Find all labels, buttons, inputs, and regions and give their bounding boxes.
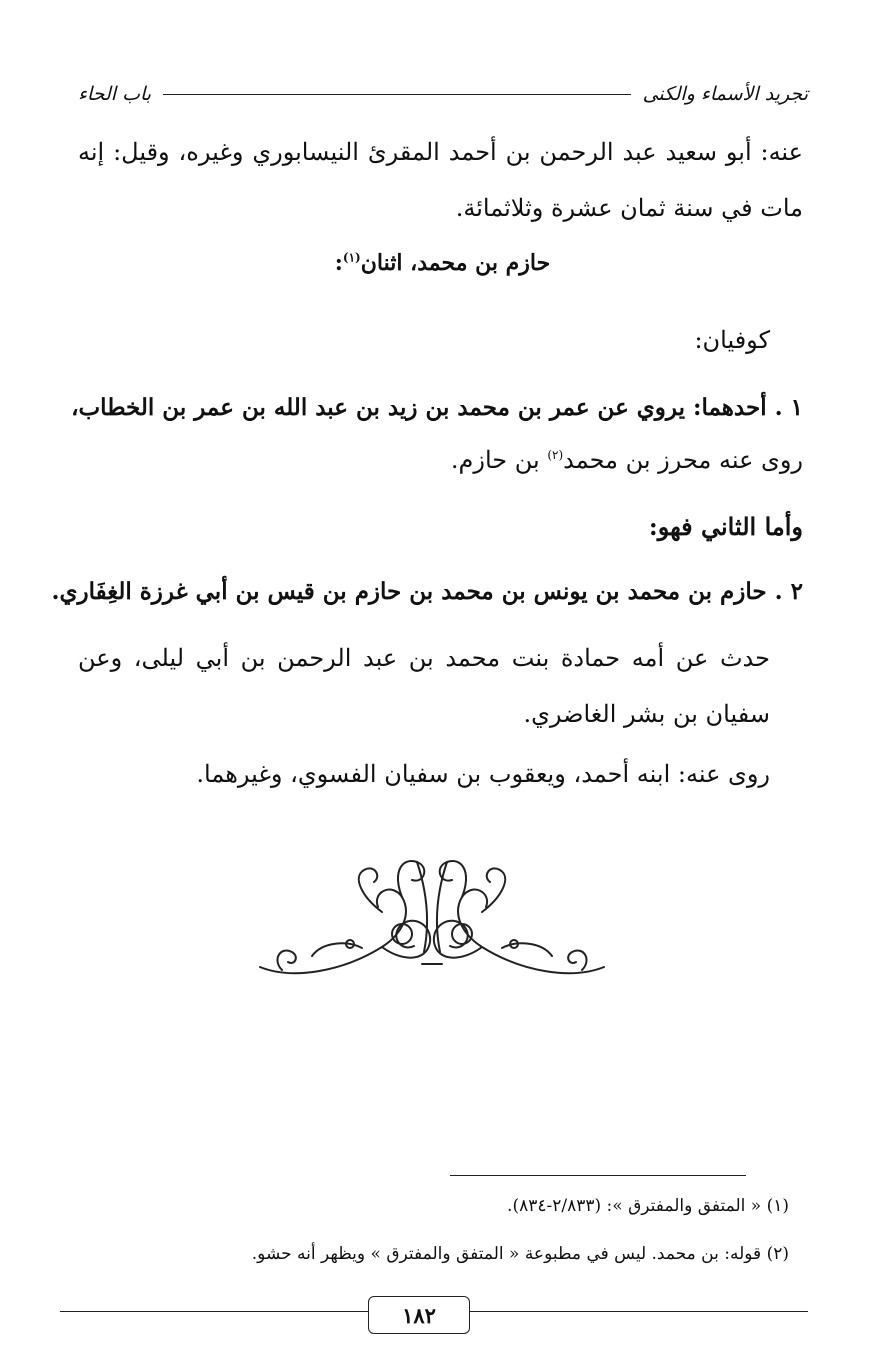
footnote-ref-1[interactable]: (١) xyxy=(342,250,361,265)
kufiyan-label: كوفيان: xyxy=(694,326,770,354)
header-chapter: باب الحاء xyxy=(78,83,152,105)
section-heading-text: حازم بن محمد، اثنان xyxy=(360,250,551,276)
header-rule xyxy=(163,94,631,95)
footer-rule-right xyxy=(468,1311,808,1312)
intro-paragraph: عنه: أبو سعيد عبد الرحمن بن أحمد المقرئ النيسابوري وغيره، وقيل: إنه مات في سنة ثمان عشرة وثلاثمائة. xyxy=(78,138,803,222)
footer-rule-left xyxy=(60,1311,368,1312)
entry-2-title: ٢ . حازم بن محمد بن يونس بن محمد بن حازم بن قيس بن أبي غرزة الغِفَاري. xyxy=(51,578,803,605)
entry-1-narrator xyxy=(451,446,803,474)
entry-2-paragraph: حدث عن أمه حمادة بنت محمد بن عبد الرحمن بن أبي ليلى، وعن سفيان بن بشر الغاضري. xyxy=(78,644,770,728)
entry-1-narrator-end: بن حازم. xyxy=(450,446,548,474)
footnote-1: (١) « المتفق والمفترق »: (٢/٨٣٣-٨٣٤). xyxy=(507,1196,789,1216)
running-header xyxy=(78,78,808,110)
section-heading xyxy=(0,250,885,276)
footnote-2: (٢) قوله: بن محمد. ليس في مطبوعة « المتفق والمفترق » ويظهر أنه حشو. xyxy=(251,1244,789,1264)
entry-1-title: ١ . أحدهما: يروي عن عمر بن محمد بن زيد بن عبد الله بن عمر بن الخطاب، xyxy=(71,394,803,421)
second-intro: وأما الثاني فهو: xyxy=(648,512,803,541)
footnote-separator xyxy=(450,1175,746,1176)
section-heading-colon: : xyxy=(334,250,343,276)
header-book-title: تجريد الأسماء والكنى xyxy=(642,83,808,105)
floral-ornament-icon xyxy=(252,852,612,982)
entry-2-narrators: روى عنه: ابنه أحمد، ويعقوب بن سفيان الفسوي، وغيرهما. xyxy=(196,760,770,788)
entry-1-narrator-text: روى عنه محرز بن محمد xyxy=(563,446,803,474)
page-number: ١٨٢ xyxy=(368,1296,470,1334)
footnote-ref-2[interactable]: (٢) xyxy=(547,448,564,462)
